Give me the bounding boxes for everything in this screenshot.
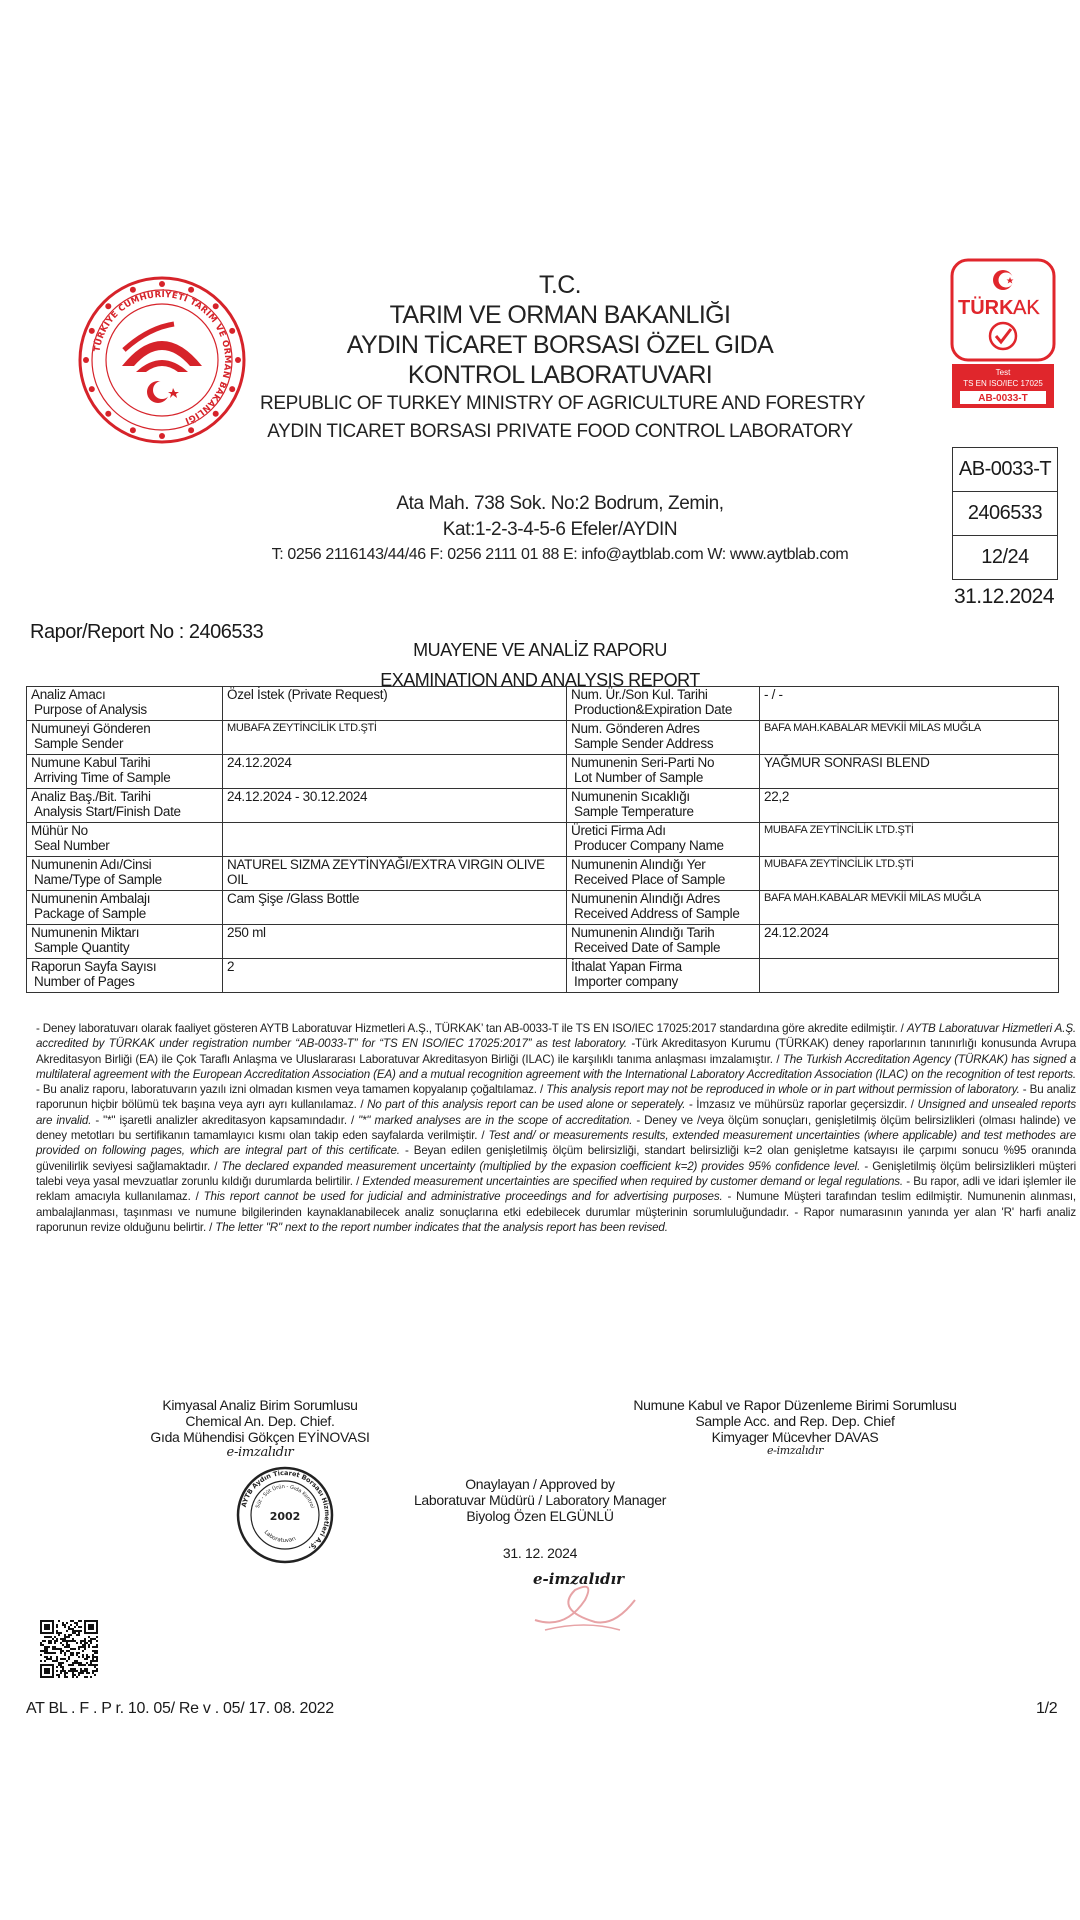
center-signature-block [380,1476,700,1524]
disclaimer-segment: - Bu rapor, adli ve idari işlemler ile reklam amacıyla kullanılamaz. / [36,1174,1076,1204]
disclaimer-segment: Unsigned and unsealed reports are invalid. [36,1098,1076,1127]
field-value: BAFA MAH.KABALAR MEVKİİ MİLAS MUĞLA [760,891,1059,925]
right-esign: e-imzalıdır [766,1444,824,1457]
header-lab-line2: KONTROL LABORATUVARI [407,361,713,389]
table-row [27,857,1059,891]
svg-text:TÜRK: TÜRK [958,297,1014,319]
center-esign: e-imzalıdır [533,1570,625,1588]
field-label: Numunenin Miktarı Sample Quantity [27,925,223,959]
qr-code[interactable] [40,1620,98,1678]
field-label: Analiz Baş./Bit. Tarihi Analysis Start/Finish Date [27,789,223,823]
disclaimer-segment: - Deney laboratuvarı olarak faaliyet gösteren AYTB Laboratuvar Hizmetleri A.Ş., TÜRKAK’ tan AB-0033-T ile TS EN ISO/IEC 17025:2017 standardına göre akredite edilmiştir. / [36,1022,907,1035]
qr-code-icon [40,1620,98,1678]
disclaimer-segment: This analysis report may not be reproduced in whole or in part without permission of laboratory. [546,1083,1020,1097]
accreditation-code: AB-0033-T [953,448,1057,492]
svg-text:Süt - Süt Ürün - Gıda Kontrol: Süt - Süt Ürün - Gıda Kontrol [254,1483,316,1510]
disclaimer-segment: - Deney ve /veya ölçüm sonuçları, genişletilmiş ölçüm belirsizlikleri (olması halinde) ve deney metotları bu sertifikanın tamamlayıcı kısmı olan takip eden sayfalarda verilmiştir. / [36,1113,1076,1143]
left-sig-name: Gıda Mühendisi Gökçen EYİNOVASI [150,1429,370,1445]
star-icon [130,287,136,293]
field-label: Numunenin Alındığı Adres Received Address of Sample [567,891,760,925]
page-indicator: 1/2 [1036,1700,1058,1717]
address-line1: Ata Mah. 738 Sok. No:2 Bodrum, Zemin, [396,493,724,514]
laboratory-stamp [235,1465,335,1565]
left-sig-title: Kimyasal Analiz Birim Sorumlusu [162,1397,358,1413]
svg-text:AK: AK [1013,297,1040,319]
table-row [27,891,1059,925]
field-value [760,959,1059,993]
field-value: MUBAFA ZEYTİNCİLİK LTD.ŞTİ [760,857,1059,891]
field-value: YAĞMUR SONRASI BLEND [760,755,1059,789]
field-label: Numunenin Alındığı Yer Received Place of Sample [567,857,760,891]
disclaimer-segment: "*" marked analyses are in the scope of accreditation. [358,1113,633,1127]
center-sig-name: Biyolog Özen ELGÜNLÜ [466,1508,614,1524]
disclaimer-segment: This report cannot be used for judicial and administrative proceedings and for advertising purposes. [203,1190,723,1204]
disclaimer-segment: AYTB Laboratuvar Hizmetleri A.Ş. accredited by TÜRKAK under registration number “AB-0033-T” for “TS EN ISO/IEC 17025:2017” as test laboratory. [36,1022,1076,1051]
svg-text:AB-0033-T: AB-0033-T [978,393,1028,404]
disclaimer-segment: The declared expanded measurement uncertainty (multiplied by the expasion coefficient k=2) provides 95% confidence level. [221,1159,861,1173]
report-number: Rapor/Report No : 2406533 [30,621,264,643]
field-value: 2 [223,959,567,993]
disclaimer-segment: The Turkish Accreditation Agency (TÜRKAK) has signed a multilateral agreement with the European Accreditation Association (EA) and a mutual recognition agreement with the International Laboratory Accreditation Association (ILAC) on the recognition of test reports. [36,1052,1076,1081]
right-sig-title-en: Sample Acc. and Rep. Dep. Chief [695,1413,895,1429]
header-ministry: TARIM VE ORMAN BAKANLIĞI [389,301,731,329]
report-number-cell: 2406533 [953,492,1057,536]
field-label: Numunenin Sıcaklığı Sample Temperature [567,789,760,823]
contact-line: T: 0256 2116143/44/46 F: 0256 2111 01 88 E: info@aytblab.com W: www.aytblab.com [271,546,849,563]
field-label: Raporun Sayfa Sayısı Number of Pages [27,959,223,993]
address-line2: Kat:1-2-3-4-5-6 Efeler/AYDIN [442,519,678,540]
report-date: 31.12.2024 [953,585,1055,608]
star-icon [105,411,111,417]
svg-text:AYTB Aydın Ticaret Borsası Hiz: AYTB Aydın Ticaret Borsası Hizmetleri A.Ş. [239,1468,332,1553]
field-label: Numunenin Adı/Cinsi Name/Type of Sample [27,857,223,891]
svg-text:TÜRKİYE CUMHURİYETİ TARIM VE O: TÜRKİYE CUMHURİYETİ TARIM VE ORMAN BAKANLIĞI [92,289,233,426]
right-sig-name: Kimyager Mücevher DAVAS [711,1429,879,1445]
field-value: NATUREL SIZMA ZEYTİNYAĞI/EXTRA VIRGIN OLIVE OIL [223,857,567,891]
pages-cell: 12/24 [981,546,1029,568]
report-title-en: EXAMINATION AND ANALYSIS REPORT [380,670,700,690]
form-code: AT BL . F . P r. 10. 05/ Re v . 05/ 17. 08. 2022 [26,1700,334,1717]
center-sig-title: Onaylayan / Approved by [465,1476,615,1492]
right-sig-title: Numune Kabul ve Rapor Düzenleme Birimi Sorumlusu [633,1397,957,1413]
field-label: Num. Ür./Son Kul. Tarihi Production&Expiration Date [567,687,760,721]
field-label: Numunenin Seri-Parti No Lot Number of Sample [567,755,760,789]
star-icon [213,303,219,309]
disclaimer-segment: No part of this analysis report can be used alone or seperately. [367,1098,686,1112]
table-row [27,687,1059,721]
disclaimer-segment: -Türk Akreditasyon Kurumu (TÜRKAK) deney raporlarının tanınırlığı konusunda Avrupa Akreditasyon Birliği (EA) ile Çok Taraflı Anlaşma ve Uluslararası Laboratuvar Akreditasyon Birliği (ILAC) ile karşılıklı tanıma anlaşması imzalamıştır. / [36,1037,1076,1066]
disclaimer-segment: - Bu analiz raporu, laboratuvarın yazılı izni olmadan kısmen veya tamamen kopyalanıp çoğaltılamaz. / [36,1083,547,1097]
ministry-logo [78,276,246,444]
table-row [27,755,1059,789]
disclaimer-segment: Test and/ or measurements results, extended measurement uncertainties (where applicable) and test methodes are provided on following pages, which are integral part of this certificate. [36,1129,1076,1158]
field-label: Üretici Firma Adı Producer Company Name [567,823,760,857]
manager-signature [525,1560,645,1640]
field-value: Cam Şişe /Glass Bottle [223,891,567,925]
disclaimer-segment: - Genişletilmiş ölçüm belirsizlikleri müşteri talebi veya yasal mevzuatlar zorunlu kıldığı durumlarda belirtilir. / [36,1159,1077,1188]
header-address [260,491,860,567]
stamp-seal-icon [235,1465,335,1565]
field-label: Numuneyi Gönderen Sample Sender [27,721,223,755]
star-icon [213,411,219,417]
header-en-line2: AYDIN TICARET BORSASI PRIVATE FOOD CONTROL LABORATORY [267,421,853,442]
field-label: İthalat Yapan Firma Importer company [567,959,760,993]
field-value: Özel İstek (Private Request) [223,687,567,721]
svg-text:Test: Test [995,368,1011,377]
field-label: Numune Kabul Tarihi Arriving Time of Sample [27,755,223,789]
field-label: Num. Gönderen Adres Sample Sender Address [567,721,760,755]
table-row [27,925,1059,959]
table-row [27,959,1059,993]
disclaimer-segment: - İmzasız ve mühürsüz raporlar geçersizdir. / [685,1098,918,1112]
ministry-emblem-icon [78,276,246,444]
star-icon [105,303,111,309]
disclaimer-segment: Extended measurement uncertainties are specified when required by customer demand or legal regulations. [362,1174,904,1188]
disclaimer-segment: - Bu analiz raporunun hiçbir bölümü tek başına veya ayrı ayrı kullanılamaz. / [36,1083,1077,1112]
field-value: BAFA MAH.KABALAR MEVKİİ MİLAS MUĞLA [760,721,1059,755]
svg-text:2002: 2002 [269,1510,301,1523]
field-value: 24.12.2024 - 30.12.2024 [223,789,567,823]
star-icon [89,386,95,392]
left-esign: e-imzalıdır [226,1445,294,1460]
field-value: 24.12.2024 [760,925,1059,959]
star-icon [159,433,165,439]
svg-text:Laboratuvarı: Laboratuvarı [262,1529,297,1545]
reference-box [952,447,1058,580]
header [260,270,866,446]
star-icon [229,328,235,334]
star-icon [188,287,194,293]
star-icon [83,357,89,363]
star-icon [188,427,194,433]
disclaimer-text [36,1021,1076,1235]
disclaimer-segment: - Numune Müşteri tarafından teslim edilmiştir. Numunenin alınması, ambalajlanması, taşınması ve numune bilgilerinden kaynaklanabilecek analiz sonuçlarına etki edebilecek durumlar müşterinin sorumluluğundadır. - Rapor numarasının yanında yer alan 'R' harfi analiz raporunun revize olduğunu belirtir. / [36,1190,1076,1234]
field-label: Mühür No Seal Number [27,823,223,857]
table-row [27,721,1059,755]
svg-text:TS EN ISO/IEC 17025: TS EN ISO/IEC 17025 [963,379,1043,388]
header-lab-line1: AYDIN TİCARET BORSASI ÖZEL GIDA [346,331,774,359]
field-label: Numunenin Alındığı Tarih Received Date of Sample [567,925,760,959]
disclaimer-segment: The letter "R" next to the report number indicates that the analysis report has been revised. [215,1220,668,1234]
field-value: - / - [760,687,1059,721]
field-value: 22,2 [760,789,1059,823]
header-tc: T.C. [538,271,582,299]
star-icon [130,427,136,433]
approval-date: 31. 12. 2024 [502,1545,578,1561]
header-en-line1: REPUBLIC OF TURKEY MINISTRY OF AGRICULTURE AND FORESTRY [260,393,866,414]
field-label: Analiz Amacı Purpose of Analysis [27,687,223,721]
table-row [27,789,1059,823]
right-signature-block [630,1397,960,1456]
field-value: 24.12.2024 [223,755,567,789]
left-signature-block [140,1397,380,1461]
left-sig-title-en: Chemical An. Dep. Chief. [185,1413,335,1429]
star-icon [229,386,235,392]
field-value: MUBAFA ZEYTİNCİLİK LTD.ŞTİ [760,823,1059,857]
center-sig-title-en: Laboratuvar Müdürü / Laboratory Manager [413,1492,667,1508]
field-value [223,823,567,857]
field-value: MUBAFA ZEYTİNCİLİK LTD.ŞTİ [223,721,567,755]
sample-info-table [26,686,1059,993]
disclaimer-segment: - Beyan edilen genişletilmiş ölçüm belirsizliği, standart belirsizliği k=2 olan genişletme katsayısı ile çarpımı sonucu %95 oranında güvenilirlik seviyesi sağlamaktadır. / [36,1144,1076,1173]
turkak-logo [950,258,1056,410]
star-icon [235,357,241,363]
star-icon [159,281,165,287]
table-row [27,823,1059,857]
field-value: 250 ml [223,925,567,959]
star-icon [89,328,95,334]
disclaimer-segment: - "*" işaretli analizler akreditasyon kapsamındadır. / [91,1113,359,1127]
field-label: Numunenin Ambalajı Package of Sample [27,891,223,925]
report-title-tr: MUAYENE VE ANALİZ RAPORU [413,640,667,660]
